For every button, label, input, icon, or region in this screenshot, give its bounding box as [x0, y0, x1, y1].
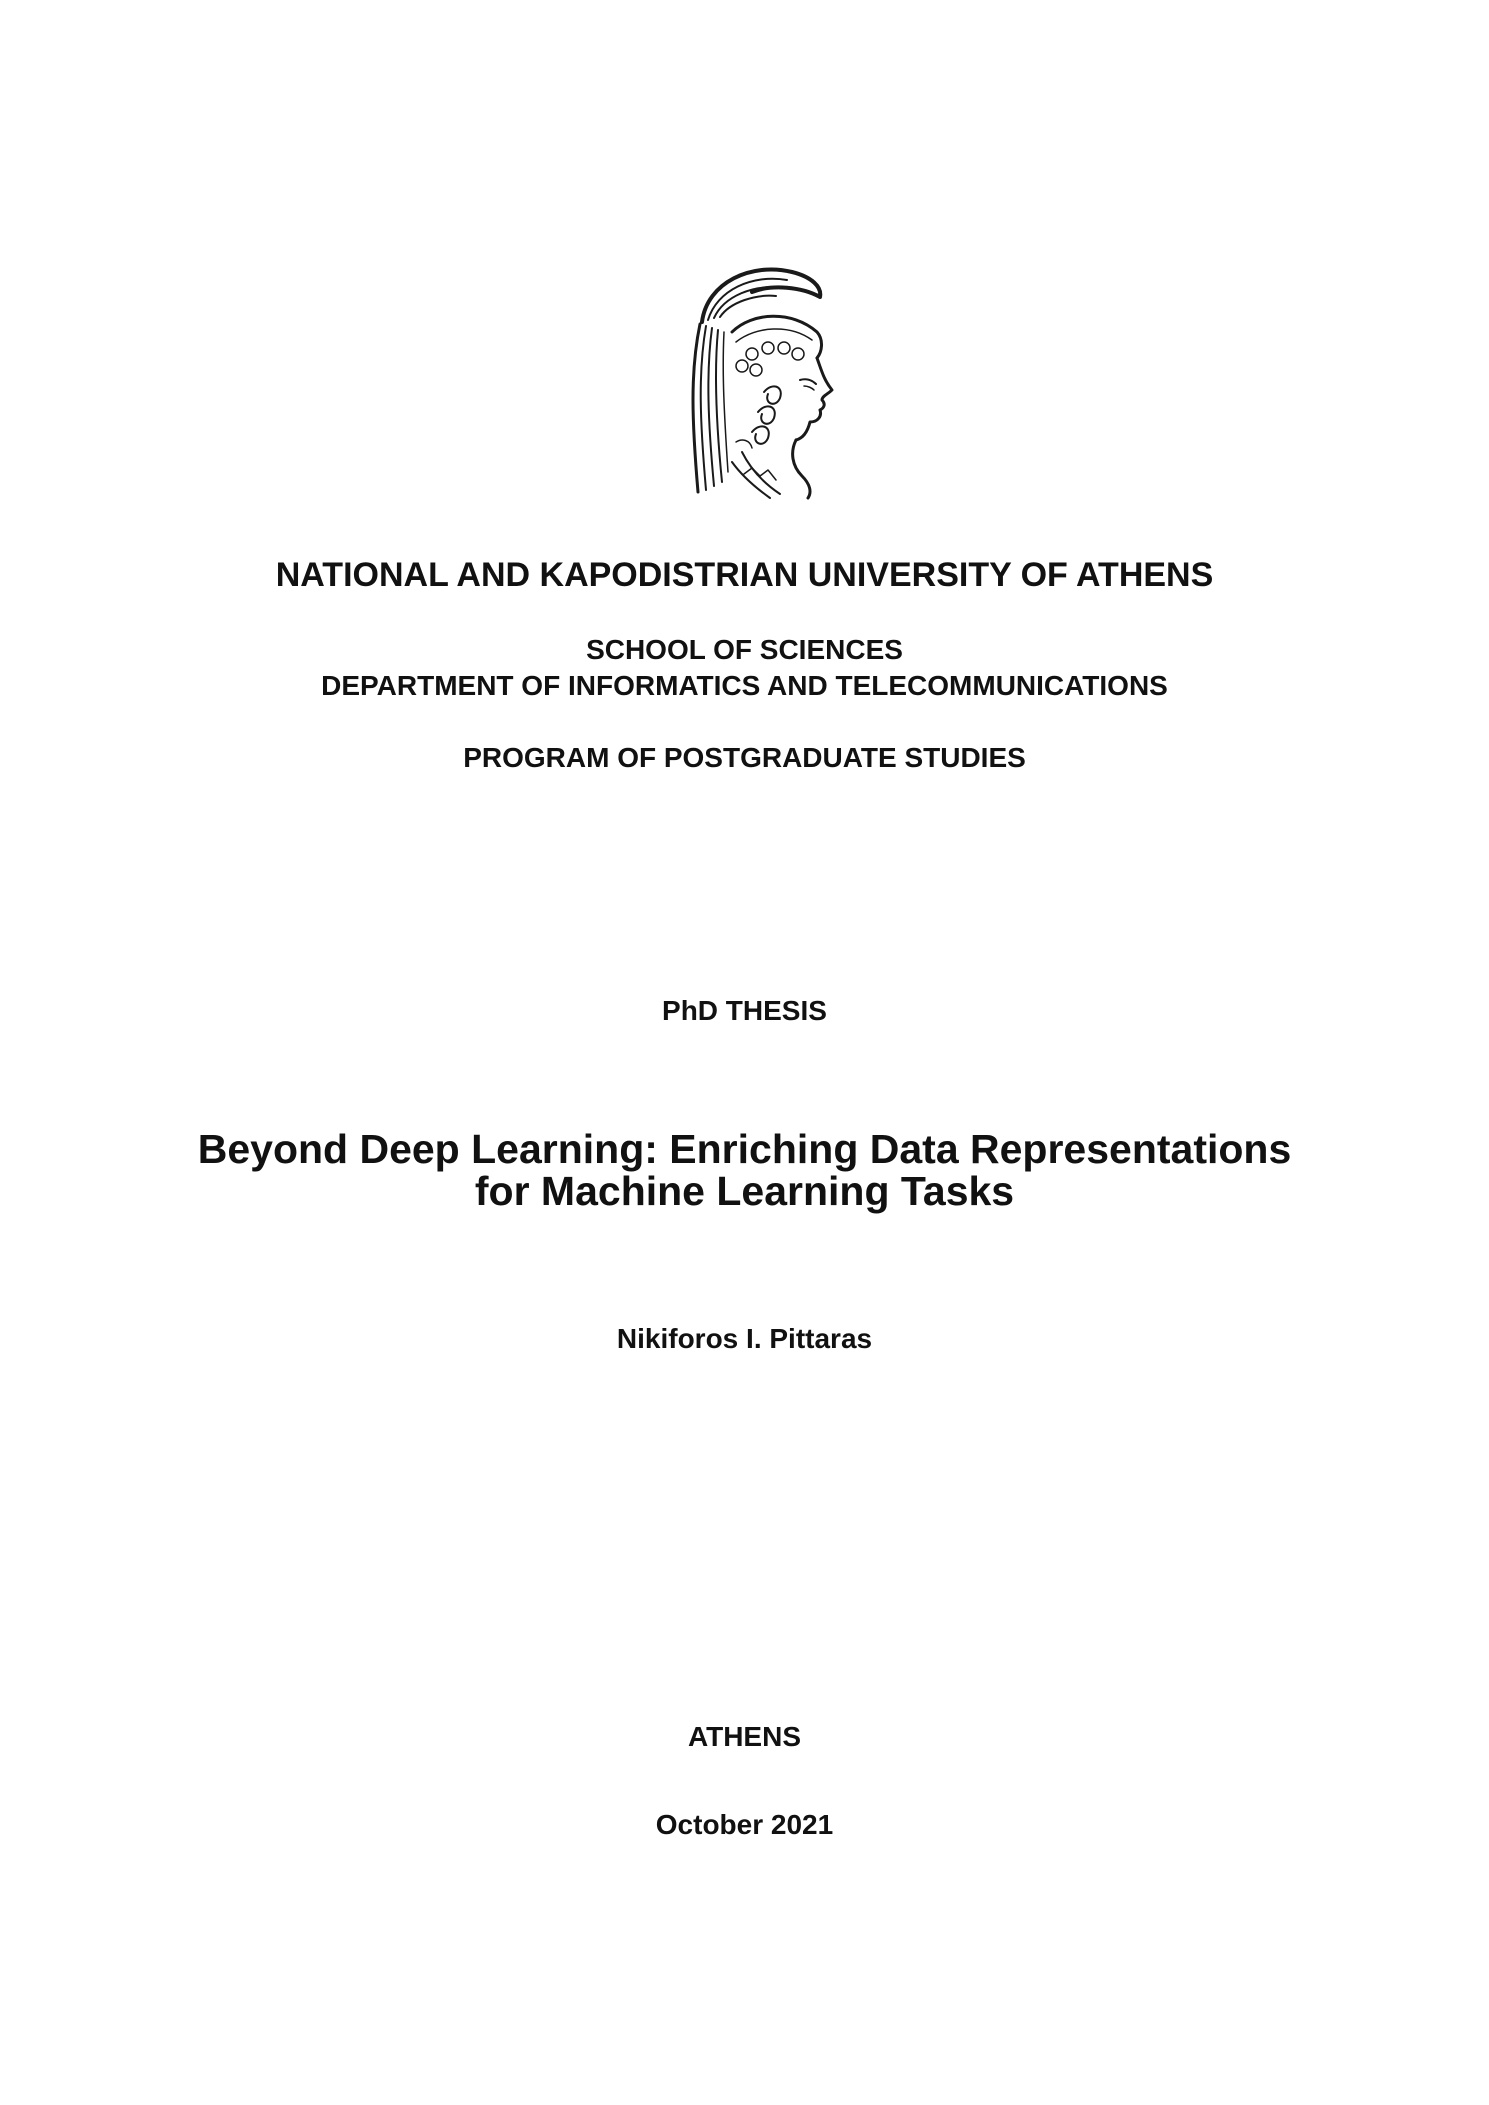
city: ATHENS [687, 1721, 802, 1752]
program-name: PROGRAM OF POSTGRADUATE STUDIES [463, 742, 1026, 773]
department-name: DEPARTMENT OF INFORMATICS AND TELECOMMUNICATIONS [321, 670, 1168, 701]
school-name: SCHOOL OF SCIENCES [586, 634, 903, 665]
thesis-type: PhD THESIS [662, 995, 827, 1026]
thesis-title-line-2: for Machine Learning Tasks [474, 1168, 1015, 1214]
thesis-title-line-1: Beyond Deep Learning: Enriching Data Representations [197, 1126, 1292, 1172]
date: October 2021 [655, 1809, 834, 1840]
university-name: NATIONAL AND KAPODISTRIAN UNIVERSITY OF ATHENS [275, 556, 1214, 594]
athena-head-emblem-icon [672, 262, 840, 500]
author-name: Nikiforos I. Pittaras [616, 1323, 873, 1354]
